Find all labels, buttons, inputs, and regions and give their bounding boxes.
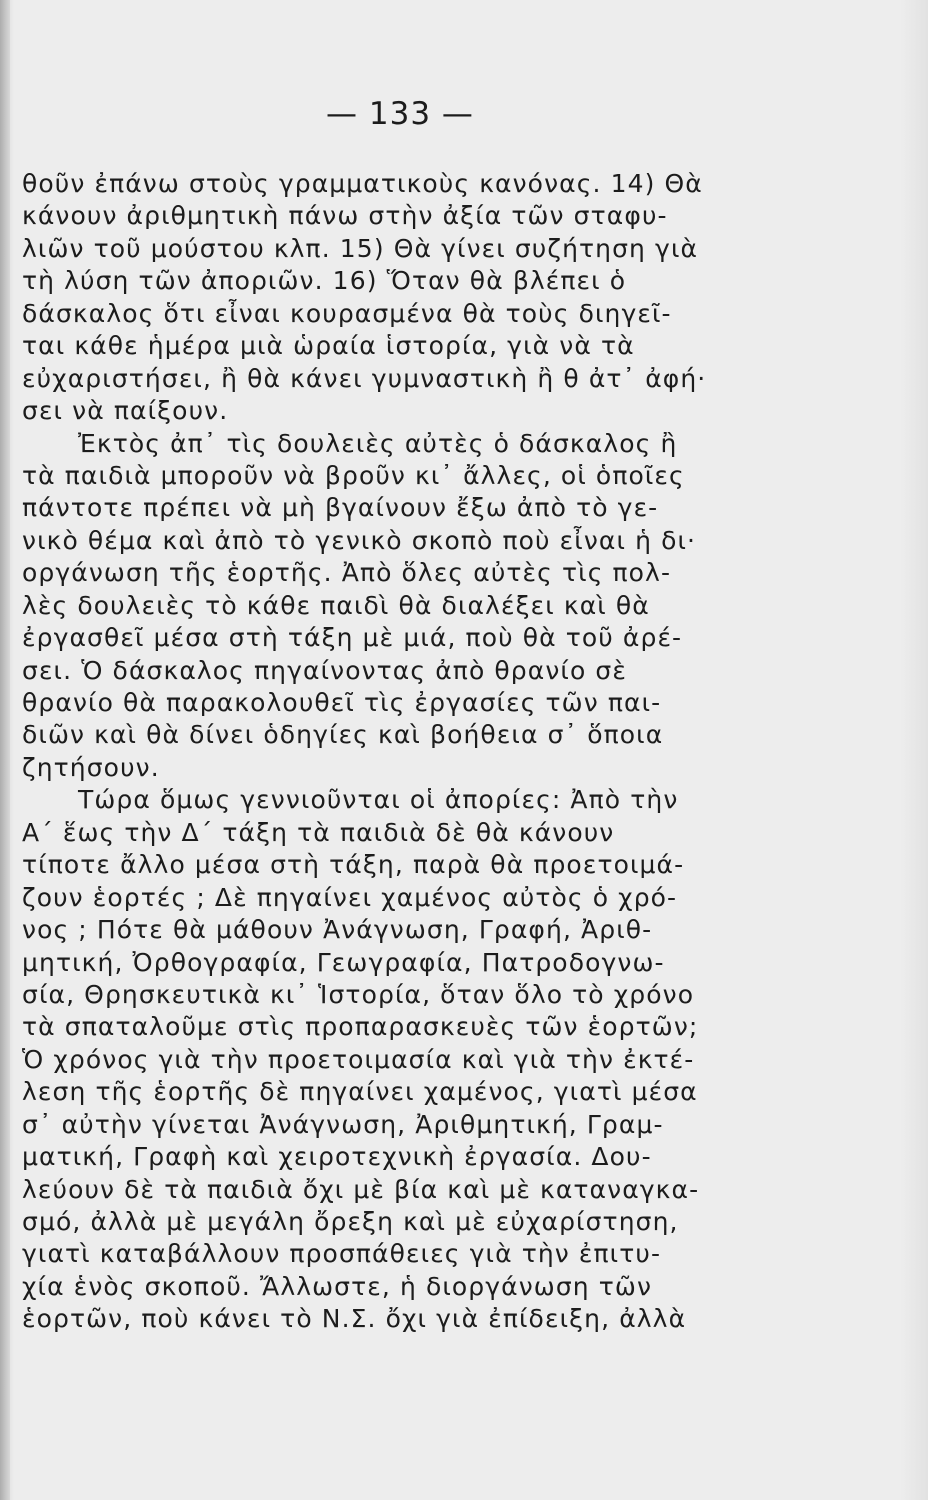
text-line: ἑορτῶν, ποὺ κάνει τὸ Ν.Σ. ὄχι γιὰ ἐπίδειξη, ἀλλὰ <box>22 1304 687 1334</box>
page-number: — 133 — <box>326 96 474 132</box>
text-line: μητική, Ὀρθογραφία, Γεωγραφία, Πατροδογνω- <box>22 947 665 977</box>
text-line: νικὸ θέμα καὶ ἀπὸ τὸ γενικὸ σκοπὸ ποὺ εἶναι ἡ δι· <box>22 525 697 555</box>
text-line: ἐργασθεῖ μέσα στὴ τάξη μὲ μιά, ποὺ θὰ τοῦ ἀρέ- <box>22 623 683 653</box>
text-line: πάντοτε πρέπει νὰ μὴ βγαίνουν ἔξω ἀπὸ τὸ γε- <box>22 493 659 523</box>
text-line: χία ἑνὸς σκοποῦ. Ἄλλωστε, ἡ διοργάνωση τῶν <box>22 1271 653 1301</box>
text-line: λὲς δουλειὲς τὸ κάθε παιδὶ θὰ διαλέξει καὶ θὰ <box>22 590 650 620</box>
text-line: δάσκαλος ὅτι εἶναι κουρασμένα θὰ τοὺς διηγεῖ- <box>22 298 672 328</box>
body-text <box>22 168 794 1336</box>
text-line: ζουν ἑορτές ; Δὲ πηγαίνει χαμένος αὐτὸς ὁ χρό- <box>22 882 678 912</box>
text-line: θοῦν ἐπάνω στοὺς γραμματικοὺς κανόνας. 14) Θὰ <box>22 169 703 198</box>
text-line: λεση τῆς ἑορτῆς δὲ πηγαίνει χαμένος, γιατὶ μέσα <box>22 1077 698 1107</box>
text-line: θρανίο θὰ παρακολουθεῖ τὶς ἐργασίες τῶν παι- <box>22 688 662 717</box>
text-line: σμό, ἀλλὰ μὲ μεγάλη ὄρεξη καὶ μὲ εὐχαρίστηση, <box>22 1207 679 1236</box>
text-line: Ἐκτὸς ἀπ᾽ τὶς δουλειὲς αὐτὲς ὁ δάσκαλος ἢ <box>78 428 678 458</box>
text-line: τὰ σπαταλοῦμε στὶς προπαρασκευὲς τῶν ἑορτῶν; <box>22 1012 699 1042</box>
text-line: σει. Ὁ δάσκαλος πηγαίνοντας ἀπὸ θρανίο σὲ <box>22 655 627 685</box>
text-line: σία, Θρησκευτικὰ κι᾽ Ἱστορία, ὅταν ὅλο τὸ χρόνο <box>22 979 695 1009</box>
text-line: σ᾽ αὐτὴν γίνεται Ἀνάγνωση, Ἀριθμητική, Γραμ- <box>22 1109 664 1139</box>
text-line: τὴ λύση τῶν ἀποριῶν. 16) Ὅταν θὰ βλέπει ὁ <box>22 266 627 296</box>
text-line: λιῶν τοῦ μούστου κλπ. 15) Θὰ γίνει συζήτηση γιὰ <box>22 233 699 263</box>
text-line: γιατὶ καταβάλλουν προσπάθειες γιὰ τὴν ἐπιτυ- <box>22 1239 662 1269</box>
text-line: κάνουν ἀριθμητικὴ πάνω στὴν ἀξία τῶν σταφυ- <box>22 201 668 231</box>
text-line: εὐχαριστήσει, ἢ θὰ κάνει γυμναστικὴ ἢ θ ἀτ᾽ ἀφή· <box>22 363 707 393</box>
text-line: ζητήσουν. <box>22 752 160 782</box>
text-line: τίποτε ἄλλο μέσα στὴ τάξη, παρὰ θὰ προετοιμά- <box>22 850 685 880</box>
text-line: σει νὰ παίξουν. <box>22 396 229 426</box>
text-line: ματική, Γραφὴ καὶ χειροτεχνικὴ ἐργασία. Δου- <box>22 1142 652 1172</box>
text-line: λεύουν δὲ τὰ παιδιὰ ὄχι μὲ βία καὶ μὲ καταναγκα- <box>22 1174 700 1204</box>
text-line: διῶν καὶ θὰ δίνει ὁδηγίες καὶ βοήθεια σ᾽ ὅποια <box>22 720 664 750</box>
text-line: Ὁ χρόνος γιὰ τὴν προετοιμασία καὶ γιὰ τὴν ἐκτέ- <box>22 1044 695 1074</box>
text-line: ται κάθε ἡμέρα μιὰ ὡραία ἱστορία, γιὰ νὰ τὰ <box>22 331 635 361</box>
text-line: Τώρα ὅμως γεννιοῦνται οἱ ἀπορίες: Ἀπὸ τὴν <box>78 785 679 815</box>
text-line: τὰ παιδιὰ μποροῦν νὰ βροῦν κι᾽ ἄλλες, οἱ ὁποῖες <box>22 460 685 490</box>
text-line: Α΄ ἕως τὴν Δ΄ τάξη τὰ παιδιὰ δὲ θὰ κάνουν <box>22 817 615 847</box>
text-line: οργάνωση τῆς ἑορτῆς. Ἀπὸ ὅλες αὐτὲς τὶς πολ- <box>22 558 672 588</box>
text-line: νος ; Πότε θὰ μάθουν Ἀνάγνωση, Γραφή, Ἀριθ- <box>22 915 653 945</box>
page-binding-edge <box>0 0 10 1500</box>
